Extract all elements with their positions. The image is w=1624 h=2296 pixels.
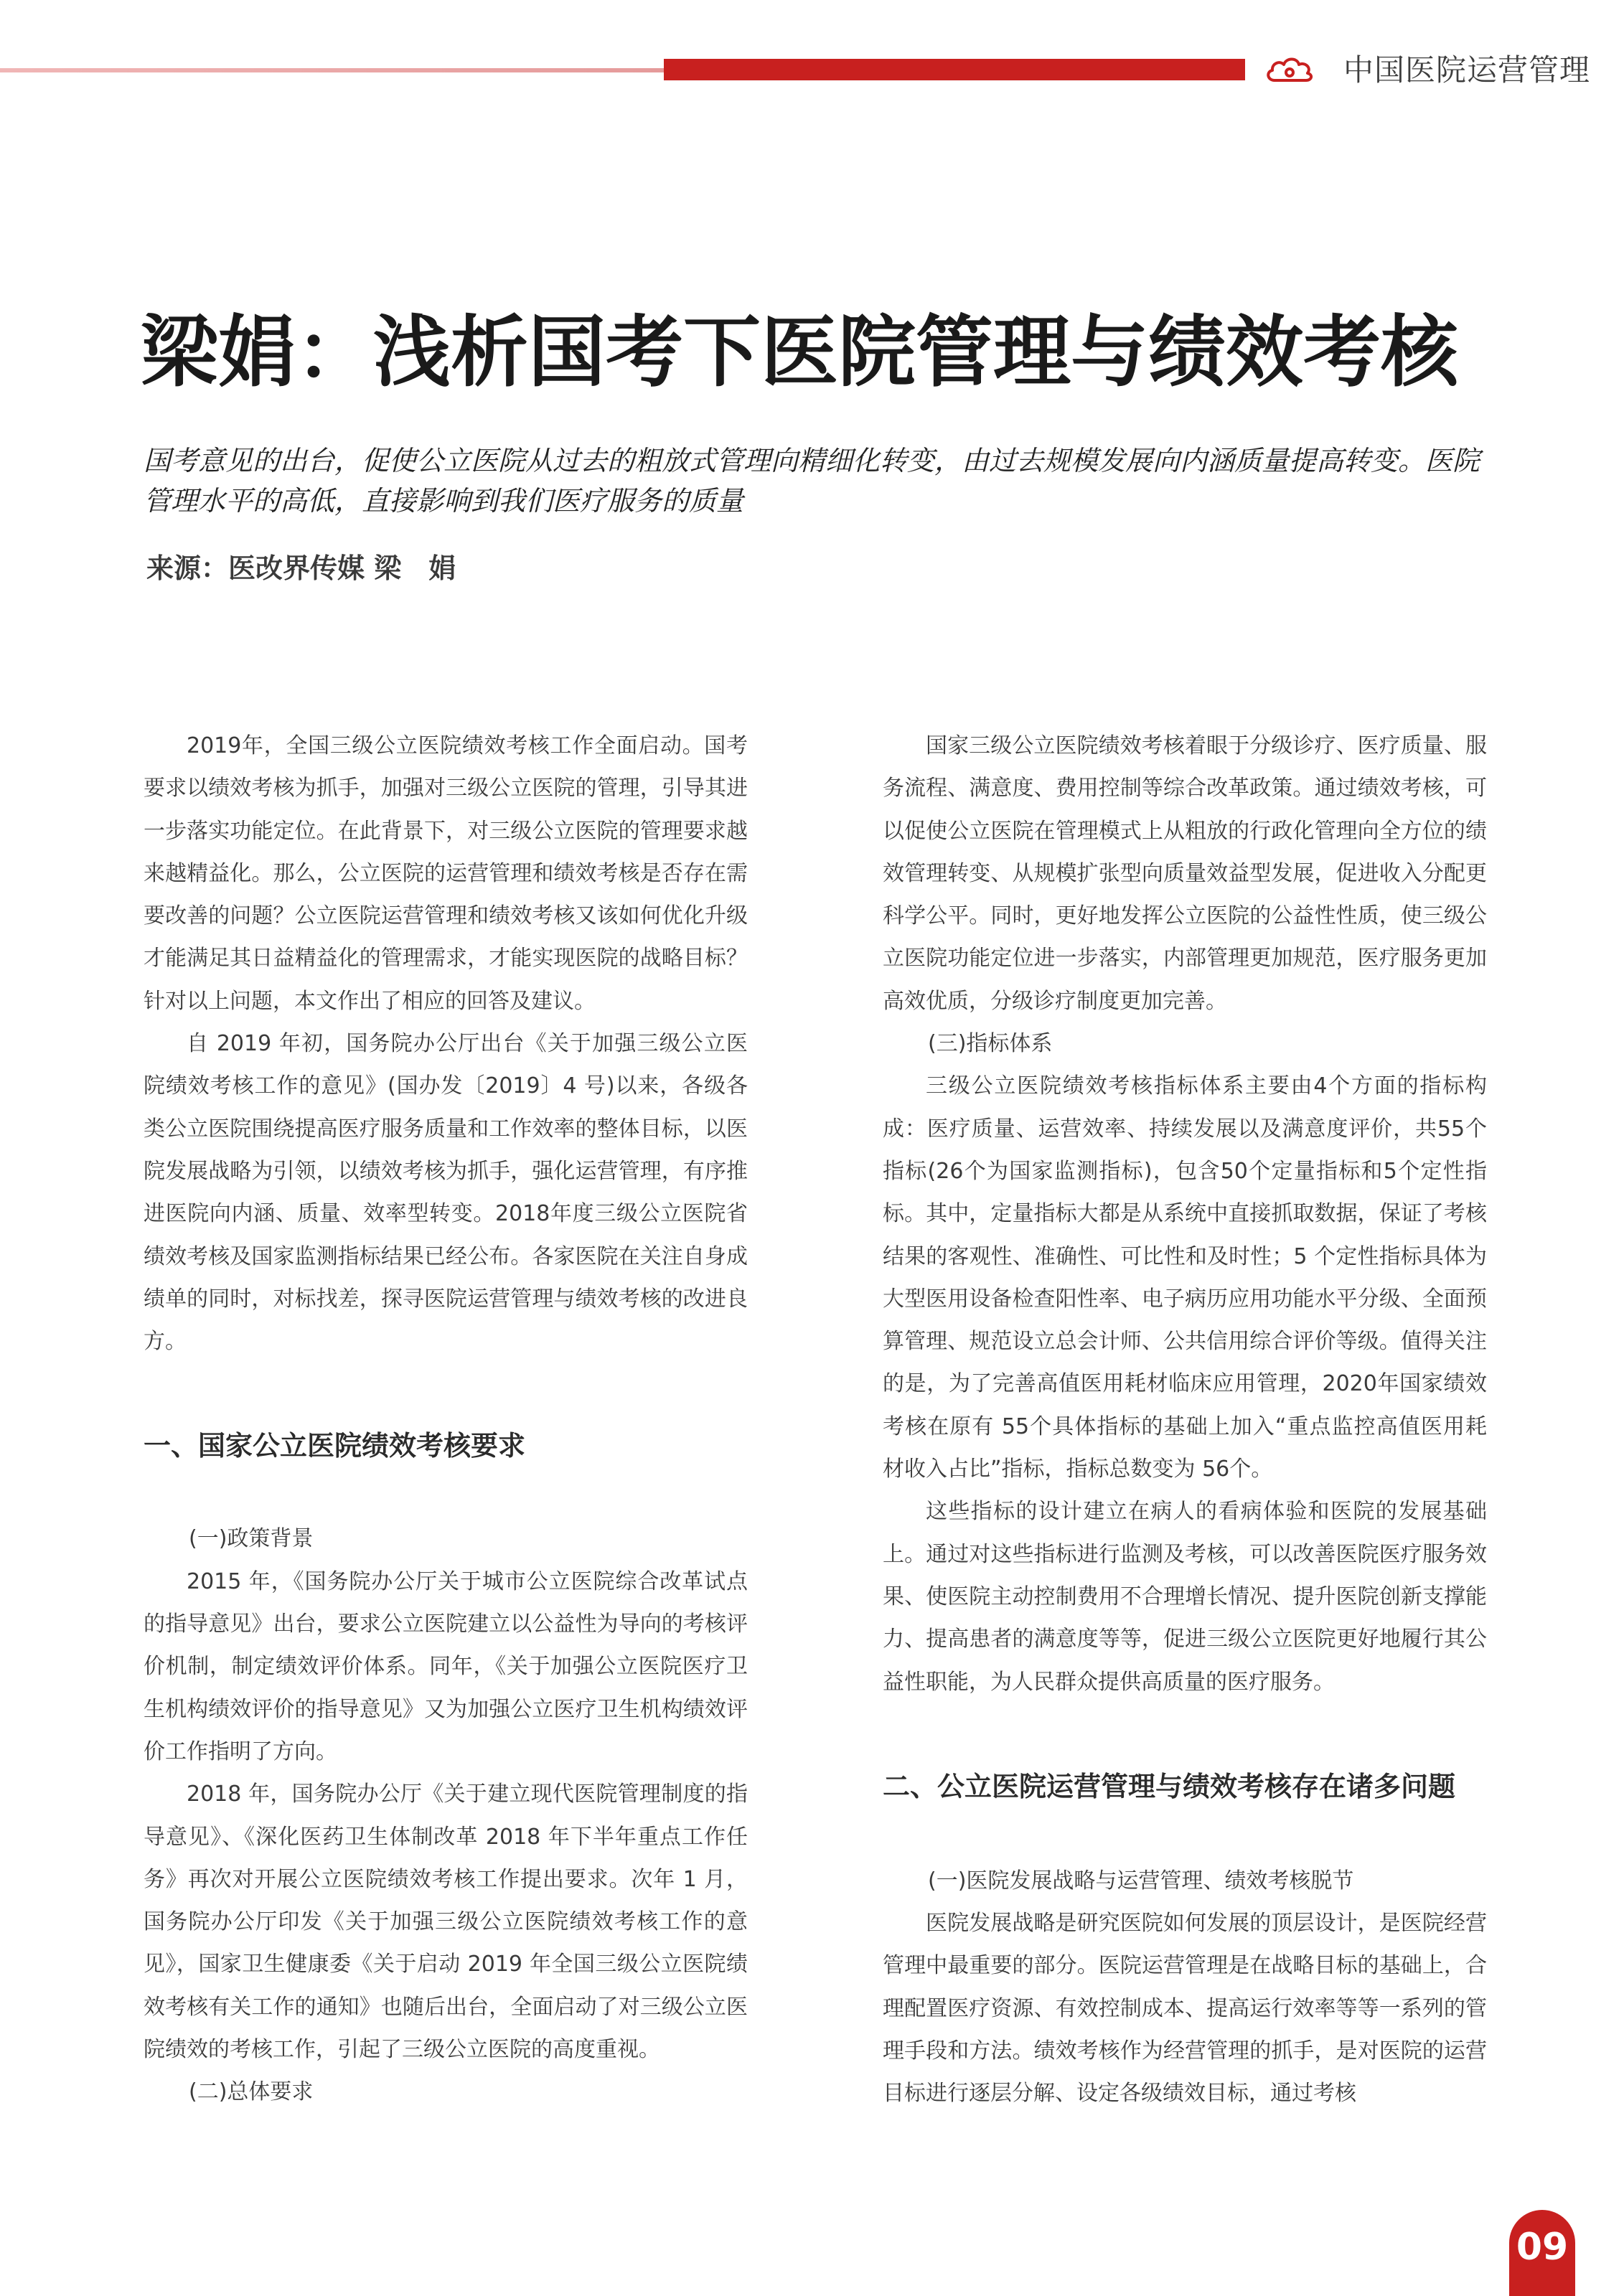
publication-name: 中国医院运营管理 bbox=[1343, 52, 1591, 88]
article-source: 来源：医改界传媒 梁 娟 bbox=[146, 552, 456, 584]
section-heading: 一、国家公立医院绩效考核要求 bbox=[144, 1430, 526, 1462]
subsection-heading: (二)总体要求 bbox=[189, 2079, 314, 2105]
page-number-tab bbox=[1509, 2210, 1575, 2296]
left-column bbox=[144, 725, 748, 2114]
paragraph: 自 2019 年初，国务院办公厅出台《关于加强三级公立医院绩效考核工作的意见》(国办发〔2019〕4 号)以来，各级各类公立医院围绕提高医疗服务质量和工作效率的整体目标，以医院发展战略为引领，以绩效考核为抓手，强化运营管理，有序推进医院向内涵、质量、效率型转变。2018年度三级公立医院省绩效考核及国家监测指标结果已经公布。各家医院在关注自身成绩单的同时，对标找差，探寻医院运营管理与绩效考核的改进良方。 bbox=[144, 1031, 748, 1355]
paragraph: 三级公立医院绩效考核指标体系主要由4个方面的指标构成：医疗质量、运营效率、持续发展以及满意度评价，共55个指标(26个为国家监测指标)，包含50个定量指标和5个定性指标。其中，定量指标大都是从系统中直接抓取数据，保证了考核结果的客观性、准确性、可比性和及时性；5 个定性指标具体为大型医用设备检查阳性率、电子病历应用功能水平分级、全面预算管理、规范设立总会计师、公共信用综合评价等级。值得关注的是，为了完善高值医用耗材临床应用管理，2020年国家绩效考核在原有 55个具体指标的基础上加入“重点监控高值医用耗材收入占比”指标，指标总数变为 56个。 bbox=[883, 1073, 1487, 1482]
header-rule-light bbox=[0, 68, 667, 72]
paragraph: 这些指标的设计建立在病人的看病体验和医院的发展基础上。通过对这些指标进行监测及考核，可以改善医院医疗服务效果、使医院主动控制费用不合理增长情况、提升医院创新支撑能力、提高患者的满意度等等，促进三级公立医院更好地履行其公益性职能，为人民群众提供高质量的医疗服务。 bbox=[883, 1499, 1487, 1695]
cloud-logo-icon bbox=[1264, 52, 1315, 88]
subsection-heading: (一)医院发展战略与运营管理、绩效考核脱节 bbox=[928, 1868, 1354, 1893]
right-column bbox=[883, 725, 1487, 2115]
article-lead: 国考意见的出台，促使公立医院从过去的粗放式管理向精细化转变，由过去规模发展向内涵质量提高转变。医院管理水平的高低，直接影响到我们医疗服务的质量 bbox=[144, 445, 1480, 517]
paragraph: 2015 年，《国务院办公厅关于城市公立医院综合改革试点的指导意见》出台，要求公立医院建立以公益性为导向的考核评价机制，制定绩效评价体系。同年，《关于加强公立医院医疗卫生机构绩效评价的指导意见》又为加强公立医疗卫生机构绩效评价工作指明了方向。 bbox=[144, 1568, 748, 1764]
paragraph: 2018 年，国务院办公厅《关于建立现代医院管理制度的指导意见》、《深化医药卫生体制改革 2018 年下半年重点工作任务》再次对开展公立医院绩效考核工作提出要求。次年 1 月，国务院办公厅印发《关于加强三级公立医院绩效考核工作的意见》，国家卫生健康委《关于启动 2019 年全国三级公立医院绩效考核有关工作的通知》也随后出台，全面启动了对三级公立医院绩效的考核工作，引起了三级公立医院的高度重视。 bbox=[144, 1782, 748, 2063]
paragraph: 2019年，全国三级公立医院绩效考核工作全面启动。国考要求以绩效考核为抓手，加强对三级公立医院的管理，引导其进一步落实功能定位。在此背景下，对三级公立医院的管理要求越来越精益化。那么，公立医院的运营管理和绩效考核是否存在需要改善的问题？公立医院运营管理和绩效考核又该如何优化升级才能满足其日益精益化的管理需求，才能实现医院的战略目标？针对以上问题，本文作出了相应的回答及建议。 bbox=[144, 733, 748, 1014]
header-rule-red bbox=[664, 59, 1245, 80]
paragraph: 国家三级公立医院绩效考核着眼于分级诊疗、医疗质量、服务流程、满意度、费用控制等综合改革政策。通过绩效考核，可以促使公立医院在管理模式上从粗放的行政化管理向全方位的绩效管理转变、从规模扩张型向质量效益型发展，促进收入分配更科学公平。同时，更好地发挥公立医院的公益性性质，使三级公立医院功能定位进一步落实，内部管理更加规范，医疗服务更加高效优质，分级诊疗制度更加完善。 bbox=[883, 733, 1487, 1014]
subsection-heading: (一)政策背景 bbox=[189, 1526, 314, 1552]
article-title: 梁娟：浅析国考下医院管理与绩效考核 bbox=[141, 308, 1459, 397]
section-heading: 二、公立医院运营管理与绩效考核存在诸多问题 bbox=[883, 1770, 1456, 1802]
paragraph: 医院发展战略是研究医院如何发展的顶层设计，是医院经营管理中最重要的部分。医院运营管理是在战略目标的基础上，合理配置医疗资源、有效控制成本、提高运行效率等等一系列的管理手段和方法。绩效考核作为经营管理的抓手，是对医院的运营目标进行逐层分解、设定各级绩效目标，通过考核 bbox=[883, 1911, 1487, 2107]
page-number: 09 bbox=[1516, 2226, 1569, 2269]
subsection-heading: (三)指标体系 bbox=[928, 1031, 1053, 1057]
